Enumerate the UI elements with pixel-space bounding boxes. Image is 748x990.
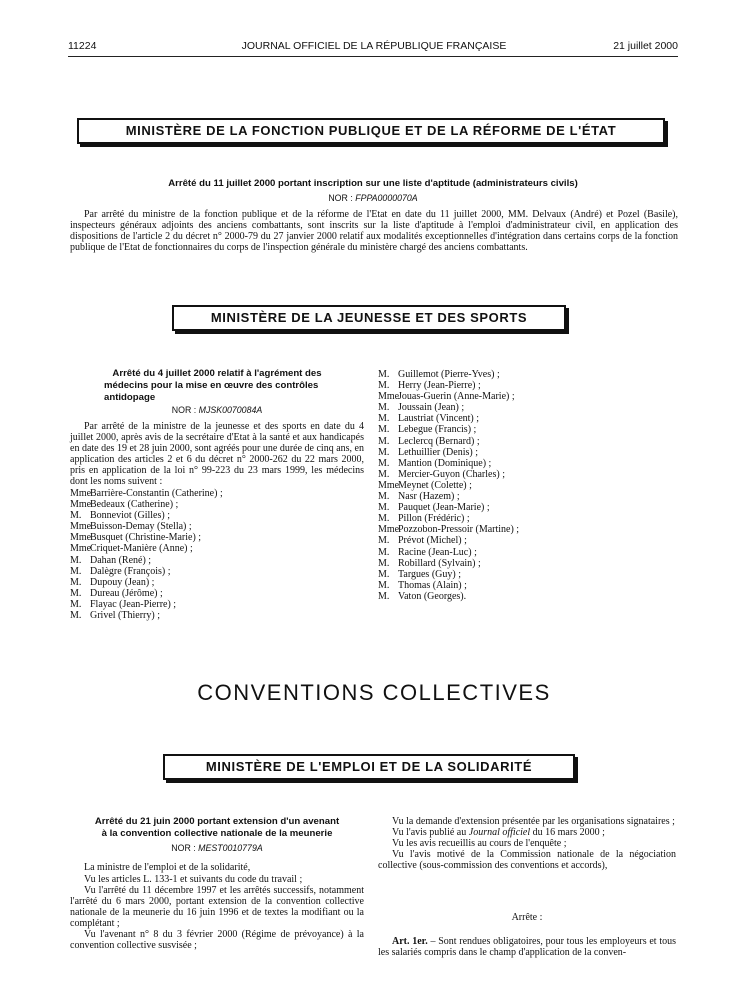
list-item: MmeBedeaux (Catherine) ;: [70, 499, 179, 511]
nor-reference: [70, 843, 364, 853]
paragraph: Vu les articles L. 133-1 et suivants du code du travail ;: [84, 874, 303, 885]
list-item: M. Lethuillier (Denis) ;: [378, 446, 478, 458]
paragraph: Vu l'avis motivé de la Commission nationale de la négociation collective (sous-commission des conventions et accords),: [378, 849, 676, 871]
paragraph: La ministre de l'emploi et de la solidarité,: [84, 862, 251, 873]
list-item: M. Mantion (Dominique) ;: [378, 457, 492, 469]
ministry-box-emploi-solidarite: MINISTÈRE DE L'EMPLOI ET DE LA SOLIDARITÉ: [163, 754, 575, 780]
list-item: MmeBuisson-Demay (Stella) ;: [70, 521, 192, 533]
nor-code: MJSK0070084A: [198, 405, 263, 415]
header-rule: [68, 56, 678, 57]
list-item: M. Dahan (René) ;: [70, 554, 152, 566]
list-item: M. Vaton (Georges).: [378, 590, 467, 602]
paragraph: Vu l'avis publié au Journal officiel du 16 mars 2000 ;: [392, 827, 605, 838]
arrete-title-line: à la convention collective nationale de la meunerie: [101, 828, 333, 839]
list-item: MmeBarrière-Constantin (Catherine) ;: [70, 488, 223, 499]
list-item: MmeBusquet (Christine-Marie) ;: [70, 532, 202, 544]
list-item: M. Lebegue (Francis) ;: [378, 424, 477, 436]
list-item: MmeMeynet (Colette) ;: [378, 479, 472, 491]
list-item: M. Racine (Jean-Luc) ;: [378, 546, 477, 558]
nor-reference: [68, 193, 678, 203]
list-item: M. Joussain (Jean) ;: [378, 402, 465, 414]
list-item: M. Guillemot (Pierre-Yves) ;: [378, 369, 500, 380]
paragraph: Vu la demande d'extension présentée par les organisations signataires ;: [392, 816, 675, 827]
arrete-word: Arrête :: [511, 912, 543, 923]
nor-code: MEST0010779A: [198, 843, 263, 853]
page-number: 11224: [68, 40, 97, 52]
doctor-list-right: [376, 369, 676, 602]
list-item: M. Flayac (Jean-Pierre) ;: [70, 598, 177, 610]
nor-code: FPPA0000070A: [355, 193, 418, 203]
list-item: MmeJouas-Guerin (Anne-Marie) ;: [378, 391, 515, 403]
list-item: M. Dupouy (Jean) ;: [70, 576, 155, 588]
list-item: M. Prévot (Michel) ;: [378, 535, 467, 547]
article-1: [378, 936, 676, 958]
arrete-body: Par arrêté de la ministre de la jeunesse et des sports en date du 4 juillet 2000, après avis de la secrétaire d'Etat à la santé et aux handicapés en date des 19 et 28 juin 2000, sont agréés pour une durée de cinq ans, en application des articles 2 et 6 du décret n° 2000-262 du 22 mars 2000, pris en application de la loi n° 99-223 du 23 mars 1999, les médecins dont les noms suivent :: [70, 421, 364, 487]
nor-label: NOR :: [171, 843, 196, 853]
paragraph: Vu l'arrêté du 11 décembre 1997 et les arrêtés successifs, notamment l'arrêté du 6 mars 2000, portant extension de la convention collective nationale de la meunerie du 16 juin 1996 et de textes la modifiant ou la complétant ;: [70, 885, 364, 929]
list-item: M. Laustriat (Vincent) ;: [378, 413, 480, 425]
doctor-list-left: [68, 488, 368, 621]
paragraph: Vu l'avenant n° 8 du 3 février 2000 (Régime de prévoyance) à la convention collective susvisée ;: [70, 929, 364, 951]
list-item: M. Bonneviot (Gilles) ;: [70, 510, 170, 522]
list-item: M. Robillard (Sylvain) ;: [378, 557, 481, 569]
article-label: Art. 1er.: [392, 936, 428, 947]
arrete-body: Par arrêté du ministre de la fonction publique et de la réforme de l'Etat en date du 11 juillet 2000, MM. Delvaux (André) et Pozel (Basile), inspecteurs généraux adjoints des anciens combattants, sont inscrits sur la liste d'aptitude à l'emploi d'administrateur civil, en application des dispositions de l'article 2 du décret n° 2000-79 du 27 janvier 2000 relatif aux modalités exceptionnelles d'intégration dans certains corps de la fonction publique de l'Etat de fonctionnaires du corps de l'inspection générale du ministère chargé des anciens combattants.: [70, 209, 678, 253]
list-item: M. Pillon (Frédéric) ;: [378, 513, 470, 525]
nor-label: NOR :: [328, 193, 353, 203]
list-item: M. Dureau (Jérôme) ;: [70, 587, 163, 599]
ministry-box-jeunesse-sports: MINISTÈRE DE LA JEUNESSE ET DES SPORTS: [172, 305, 566, 331]
list-item: M. Targues (Guy) ;: [378, 568, 461, 580]
nor-label: NOR :: [171, 405, 197, 415]
list-item: MmePozzobon-Pressoir (Martine) ;: [378, 524, 520, 536]
list-item: M. Pauquet (Jean-Marie) ;: [378, 502, 490, 514]
ministry-box-fonction-publique: MINISTÈRE DE LA FONCTION PUBLIQUE ET DE LA RÉFORME DE L'ÉTAT: [77, 118, 665, 144]
arrete-title-line: antidopage: [104, 392, 156, 403]
list-item: M. Herry (Jean-Pierre) ;: [378, 380, 481, 392]
list-item: M. Nasr (Hazem) ;: [378, 491, 460, 503]
arrete-title: [70, 816, 364, 840]
arrete-preamble-left: [70, 862, 364, 951]
arrete-title: Arrêté du 11 juillet 2000 portant inscription sur une liste d'aptitude (administrateurs civils): [168, 178, 578, 189]
arrete-preamble-right: [378, 816, 676, 871]
list-item: M. Thomas (Alain) ;: [378, 579, 467, 591]
list-item: M. Grivel (Thierry) ;: [70, 610, 160, 622]
arrete-title-line: Arrêté du 4 juillet 2000 relatif à l'agrément des: [112, 368, 322, 379]
list-item: M. Dalègre (François) ;: [70, 565, 171, 577]
list-item: M. Mercier-Guyon (Charles) ;: [378, 468, 505, 480]
list-item: M. Leclercq (Bernard) ;: [378, 435, 480, 447]
arrete-title-line: Arrêté du 21 juin 2000 portant extension d'un avenant: [94, 816, 340, 827]
arrete-title-line: médecins pour la mise en œuvre des contrôles: [104, 380, 319, 391]
nor-reference: [70, 405, 364, 415]
section-heading-conventions: CONVENTIONS COLLECTIVES: [197, 680, 551, 705]
paragraph: Vu les avis recueillis au cours de l'enquête ;: [392, 838, 567, 849]
header-date: 21 juillet 2000: [613, 40, 678, 52]
list-item: MmeCriquet-Manière (Anne) ;: [70, 543, 193, 555]
arrete-title: [70, 368, 364, 404]
article-text: – Sont rendues obligatoires, pour tous les employeurs et tous les salariés compris dans le champ d'application de la conven-: [378, 936, 676, 958]
journal-title: JOURNAL OFFICIEL DE LA RÉPUBLIQUE FRANÇAISE: [241, 40, 507, 52]
